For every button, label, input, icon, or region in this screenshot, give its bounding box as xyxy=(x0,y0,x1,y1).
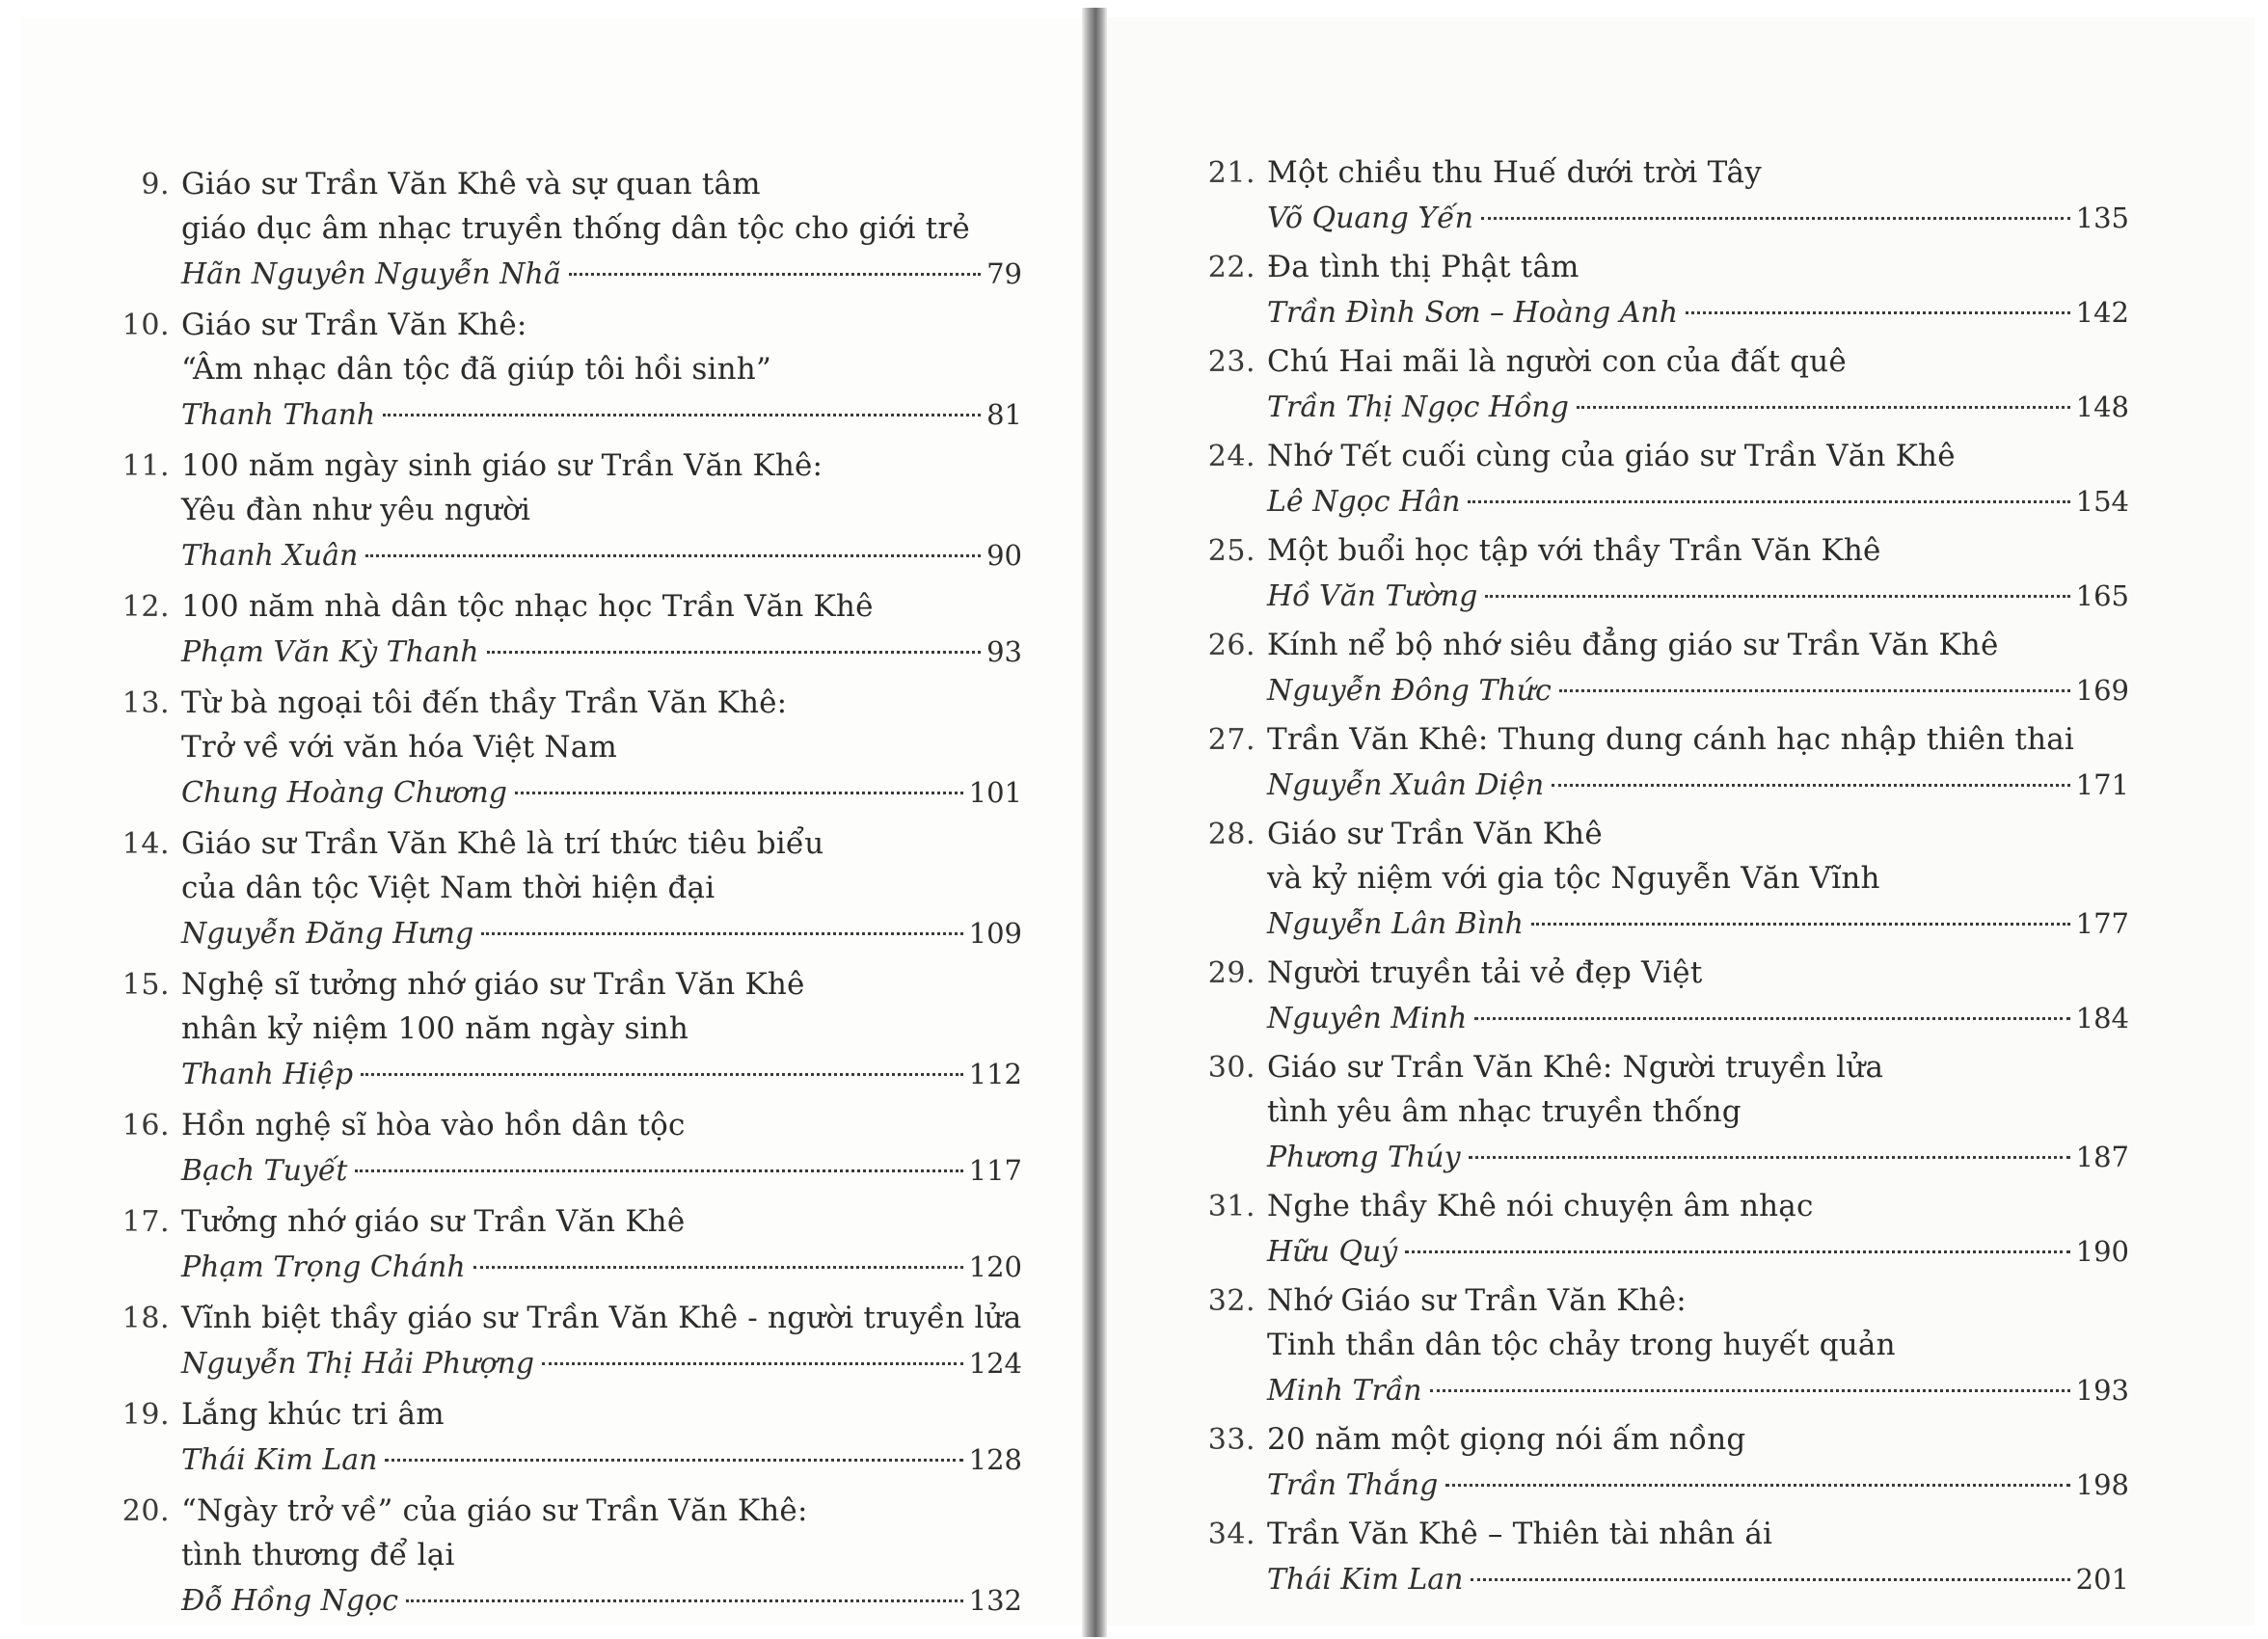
entry-title-line: Vĩnh biệt thầy giáo sư Trần Văn Khê - người truyền lửa xyxy=(181,1301,1022,1335)
toc-entry xyxy=(1174,1278,2129,1414)
entry-number: 24. xyxy=(1207,440,1256,473)
entry-number: 17. xyxy=(122,1205,170,1239)
entry-page-number: 93 xyxy=(986,635,1022,668)
entry-author-line xyxy=(1267,1556,2129,1603)
toc-entry xyxy=(1174,1184,2129,1276)
entry-author: Nguyễn Thị Hải Phượng xyxy=(181,1347,535,1381)
entry-author-line xyxy=(1267,384,2129,431)
entry-number: 19. xyxy=(122,1398,170,1432)
entry-author: Nguyễn Đăng Hưng xyxy=(181,917,474,951)
toc-entry xyxy=(1174,245,2129,336)
entry-title-line: Một buổi học tập với thầy Trần Văn Khê xyxy=(1267,533,1881,568)
entry-number: 30. xyxy=(1207,1051,1256,1085)
entry-author: Thanh Xuân xyxy=(181,539,359,573)
dot-leader xyxy=(385,1459,962,1462)
entry-page-number: 177 xyxy=(2075,907,2129,940)
dot-leader xyxy=(1469,1156,2070,1159)
entry-page-number: 148 xyxy=(2075,390,2129,423)
dot-leader xyxy=(1405,1250,2069,1253)
toc-entry xyxy=(1174,623,2129,714)
entry-page-number: 190 xyxy=(2075,1235,2129,1268)
entry-title-line: giáo dục âm nhạc truyền thống dân tộc cho giới trẻ xyxy=(181,211,970,246)
entry-page-number: 165 xyxy=(2075,579,2129,612)
entry-author: Bạch Tuyết xyxy=(181,1154,348,1188)
toc-entry xyxy=(1174,150,2129,242)
entry-author: Đỗ Hồng Ngọc xyxy=(181,1584,398,1618)
entry-author-line xyxy=(1267,289,2129,336)
dot-leader xyxy=(383,414,981,416)
entry-author: Trần Thị Ngọc Hồng xyxy=(1267,390,1569,424)
dot-leader xyxy=(1531,923,2070,926)
entry-author-line xyxy=(181,1244,1022,1291)
dot-leader xyxy=(1552,784,2069,787)
entry-page-number: 90 xyxy=(986,539,1022,572)
toc-entry xyxy=(1174,528,2129,620)
entry-title-line: tình yêu âm nhạc truyền thống xyxy=(1267,1094,1742,1129)
entry-page-number: 101 xyxy=(968,776,1022,809)
entry-title-line: Tinh thần dân tộc chảy trong huyết quản xyxy=(1267,1328,1896,1362)
entry-title-line: Nhớ Tết cuối cùng của giáo sư Trần Văn Khê xyxy=(1267,439,1956,473)
entry-title-line: Nghệ sĩ tưởng nhớ giáo sư Trần Văn Khê xyxy=(181,967,805,1002)
entry-author-line xyxy=(1267,1367,2129,1414)
entry-title-line: Trần Văn Khê: Thung dung cánh hạc nhập thiên thai xyxy=(1267,722,2075,757)
table-of-contents-right xyxy=(1174,150,2129,1606)
entry-author: Phương Thúy xyxy=(1267,1141,1461,1174)
entry-author: Nguyễn Đông Thức xyxy=(1267,674,1552,708)
entry-author-line xyxy=(181,1577,1022,1625)
entry-author-line xyxy=(181,1051,1022,1098)
entry-title-line: 20 năm một giọng nói ấm nồng xyxy=(1267,1422,1746,1457)
toc-entry xyxy=(1174,1417,2129,1509)
entry-author: Thái Kim Lan xyxy=(181,1443,378,1477)
entry-title-line: Từ bà ngoại tôi đến thầy Trần Văn Khê: xyxy=(181,685,788,720)
dot-leader xyxy=(1485,595,2069,598)
toc-entry xyxy=(89,1392,1022,1484)
entry-number: 15. xyxy=(122,968,170,1002)
entry-title-line: Trở về với văn hóa Việt Nam xyxy=(181,730,617,765)
entry-number: 9. xyxy=(141,168,170,202)
entry-number: 20. xyxy=(122,1494,170,1528)
entry-title-line: Một chiều thu Huế dưới trời Tây xyxy=(1267,155,1762,190)
entry-number: 10. xyxy=(122,309,170,342)
entry-title-line: Nghe thầy Khê nói chuyện âm nhạc xyxy=(1267,1189,1814,1223)
entry-title-line: Giáo sư Trần Văn Khê và sự quan tâm xyxy=(181,167,761,202)
entry-number: 12. xyxy=(122,590,170,624)
entry-number: 21. xyxy=(1207,156,1256,190)
entry-author: Thái Kim Lan xyxy=(1267,1563,1464,1597)
dot-leader xyxy=(1686,311,2070,314)
entry-author-line xyxy=(1267,195,2129,242)
toc-entry xyxy=(1174,951,2129,1042)
entry-author-line xyxy=(181,1147,1022,1195)
entry-title-line: của dân tộc Việt Nam thời hiện đại xyxy=(181,871,716,905)
entry-page-number: 112 xyxy=(968,1058,1022,1090)
dot-leader xyxy=(1471,1578,2069,1581)
entry-number: 32. xyxy=(1207,1284,1256,1318)
entry-author-line xyxy=(1267,1228,2129,1276)
entry-title-line: Chú Hai mãi là người con của đất quê xyxy=(1267,344,1847,379)
entry-author-line xyxy=(181,629,1022,676)
entry-author-line xyxy=(1267,900,2129,948)
entry-number: 13. xyxy=(122,686,170,720)
entry-number: 33. xyxy=(1207,1423,1256,1457)
entry-author-line xyxy=(181,391,1022,439)
entry-number: 34. xyxy=(1207,1518,1256,1551)
entry-number: 28. xyxy=(1207,818,1256,851)
entry-title-line: Đa tình thị Phật tâm xyxy=(1267,250,1580,284)
entry-page-number: 201 xyxy=(2075,1563,2129,1596)
dot-leader xyxy=(1445,1484,2069,1487)
entry-title-line: “Ngày trở về” của giáo sư Trần Văn Khê: xyxy=(181,1493,808,1528)
entry-author: Hãn Nguyên Nguyễn Nhã xyxy=(181,257,561,291)
entry-author-line xyxy=(1267,995,2129,1042)
entry-title-line: nhân kỷ niệm 100 năm ngày sinh xyxy=(181,1011,688,1046)
entry-author: Nguyên Minh xyxy=(1267,1002,1468,1035)
entry-author: Nguyễn Lân Bình xyxy=(1267,907,1524,941)
dot-leader xyxy=(361,1073,963,1076)
toc-entry xyxy=(89,681,1022,817)
entry-page-number: 117 xyxy=(968,1154,1022,1187)
dot-leader xyxy=(481,932,962,935)
entry-author-line xyxy=(181,1340,1022,1387)
entry-title-line: Tưởng nhớ giáo sư Trần Văn Khê xyxy=(181,1204,686,1239)
entry-page-number: 132 xyxy=(968,1584,1022,1617)
toc-entry xyxy=(1174,812,2129,948)
entry-author-line xyxy=(1267,1134,2129,1181)
dot-leader xyxy=(515,792,963,794)
toc-entry xyxy=(1174,1045,2129,1181)
toc-entry xyxy=(89,962,1022,1098)
right-page xyxy=(1107,17,2254,1626)
entry-number: 29. xyxy=(1207,956,1256,990)
dot-leader xyxy=(406,1599,963,1602)
entry-page-number: 193 xyxy=(2075,1374,2129,1407)
toc-entry xyxy=(89,1103,1022,1195)
entry-author-line xyxy=(1267,667,2129,714)
entry-title-line: Người truyền tải vẻ đẹp Việt xyxy=(1267,955,1703,990)
dot-leader xyxy=(569,273,981,276)
entry-page-number: 142 xyxy=(2075,296,2129,329)
entry-author: Chung Hoàng Chương xyxy=(181,776,508,810)
entry-number: 18. xyxy=(122,1302,170,1335)
entry-title-line: Kính nể bộ nhớ siêu đẳng giáo sư Trần Văn Khê xyxy=(1267,628,1999,662)
dot-leader xyxy=(473,1266,963,1269)
entry-number: 23. xyxy=(1207,345,1256,379)
entry-number: 25. xyxy=(1207,534,1256,568)
entry-author-line xyxy=(1267,573,2129,620)
entry-title-line: và kỷ niệm với gia tộc Nguyễn Văn Vĩnh xyxy=(1267,861,1880,896)
entry-author-line xyxy=(181,532,1022,579)
entry-page-number: 124 xyxy=(968,1347,1022,1380)
table-of-contents-left xyxy=(89,162,1022,1626)
toc-entry xyxy=(89,1199,1022,1291)
entry-page-number: 120 xyxy=(968,1250,1022,1283)
entry-title-line: Giáo sư Trần Văn Khê là trí thức tiêu biểu xyxy=(181,826,824,861)
entry-number: 16. xyxy=(122,1109,170,1142)
entry-author: Trần Đình Sơn – Hoàng Anh xyxy=(1267,296,1679,330)
entry-title-line: Lắng khúc tri âm xyxy=(181,1397,445,1432)
toc-entry xyxy=(89,1489,1022,1625)
entry-title-line: Giáo sư Trần Văn Khê xyxy=(1267,817,1603,851)
entry-page-number: 128 xyxy=(968,1443,1022,1476)
entry-author: Võ Quang Yến xyxy=(1267,202,1473,235)
entry-page-number: 135 xyxy=(2075,202,2129,234)
entry-author: Trần Thắng xyxy=(1267,1468,1439,1502)
entry-author-line xyxy=(1267,478,2129,525)
dot-leader xyxy=(1559,689,2070,692)
entry-author: Nguyễn Xuân Diện xyxy=(1267,768,1545,802)
toc-entry xyxy=(89,162,1022,298)
toc-entry xyxy=(1174,717,2129,809)
entry-title-line: Hồn nghệ sĩ hòa vào hồn dân tộc xyxy=(181,1108,686,1142)
entry-page-number: 79 xyxy=(986,257,1022,290)
toc-entry xyxy=(1174,434,2129,525)
toc-entry xyxy=(89,303,1022,439)
dot-leader xyxy=(1481,217,2070,220)
dot-leader xyxy=(542,1362,963,1365)
entry-title-line: 100 năm ngày sinh giáo sư Trần Văn Khê: xyxy=(181,448,824,483)
toc-entry xyxy=(1174,1512,2129,1603)
dot-leader xyxy=(1474,1017,2069,1020)
entry-author-line xyxy=(181,769,1022,817)
entry-page-number: 109 xyxy=(968,917,1022,950)
entry-author-line xyxy=(181,1437,1022,1484)
toc-entry xyxy=(89,584,1022,676)
entry-page-number: 198 xyxy=(2075,1468,2129,1501)
entry-title-line: Yêu đàn như yêu người xyxy=(181,493,531,527)
toc-entry xyxy=(89,1296,1022,1387)
entry-author: Lê Ngọc Hân xyxy=(1267,485,1461,519)
book-spine-gutter xyxy=(1082,8,1107,1637)
entry-author: Minh Trần xyxy=(1267,1374,1422,1408)
entry-page-number: 171 xyxy=(2075,768,2129,801)
entry-number: 31. xyxy=(1207,1190,1256,1223)
entry-page-number: 169 xyxy=(2075,674,2129,707)
entry-title-line: Nhớ Giáo sư Trần Văn Khê: xyxy=(1267,1283,1687,1318)
entry-author-line xyxy=(1267,1462,2129,1509)
entry-number: 14. xyxy=(122,827,170,861)
entry-page-number: 187 xyxy=(2075,1141,2129,1173)
toc-entry xyxy=(1174,339,2129,431)
entry-author: Hữu Quý xyxy=(1267,1235,1398,1269)
entry-title-line: Giáo sư Trần Văn Khê: Người truyền lửa xyxy=(1267,1050,1884,1085)
entry-number: 26. xyxy=(1207,629,1256,662)
dot-leader xyxy=(365,554,981,557)
entry-page-number: 154 xyxy=(2075,485,2129,518)
dot-leader xyxy=(355,1169,962,1172)
entry-number: 27. xyxy=(1207,723,1256,757)
entry-title-line: tình thương để lại xyxy=(181,1538,455,1572)
entry-page-number: 81 xyxy=(986,398,1022,431)
entry-author-line xyxy=(181,910,1022,957)
entry-author: Phạm Trọng Chánh xyxy=(181,1250,466,1284)
entry-title-line: Giáo sư Trần Văn Khê: xyxy=(181,308,527,342)
entry-author-line xyxy=(181,251,1022,298)
entry-page-number: 184 xyxy=(2075,1002,2129,1034)
entry-author: Thanh Hiệp xyxy=(181,1058,354,1091)
dot-leader xyxy=(1430,1389,2070,1392)
toc-entry xyxy=(89,821,1022,957)
dot-leader xyxy=(1577,406,2070,409)
toc-entry xyxy=(89,443,1022,579)
dot-leader xyxy=(487,651,982,654)
dot-leader xyxy=(1468,500,2069,503)
entry-title-line: Trần Văn Khê – Thiên tài nhân ái xyxy=(1267,1517,1773,1551)
entry-title-line: 100 năm nhà dân tộc nhạc học Trần Văn Khê xyxy=(181,589,874,624)
entry-title-line: “Âm nhạc dân tộc đã giúp tôi hồi sinh” xyxy=(181,352,771,387)
entry-author-line xyxy=(1267,762,2129,809)
entry-author: Hồ Văn Tường xyxy=(1267,579,1478,613)
entry-author: Phạm Văn Kỳ Thanh xyxy=(181,635,479,669)
left-page xyxy=(21,17,1082,1626)
entry-number: 22. xyxy=(1207,251,1256,284)
entry-number: 11. xyxy=(122,449,170,483)
entry-author: Thanh Thanh xyxy=(181,398,376,432)
